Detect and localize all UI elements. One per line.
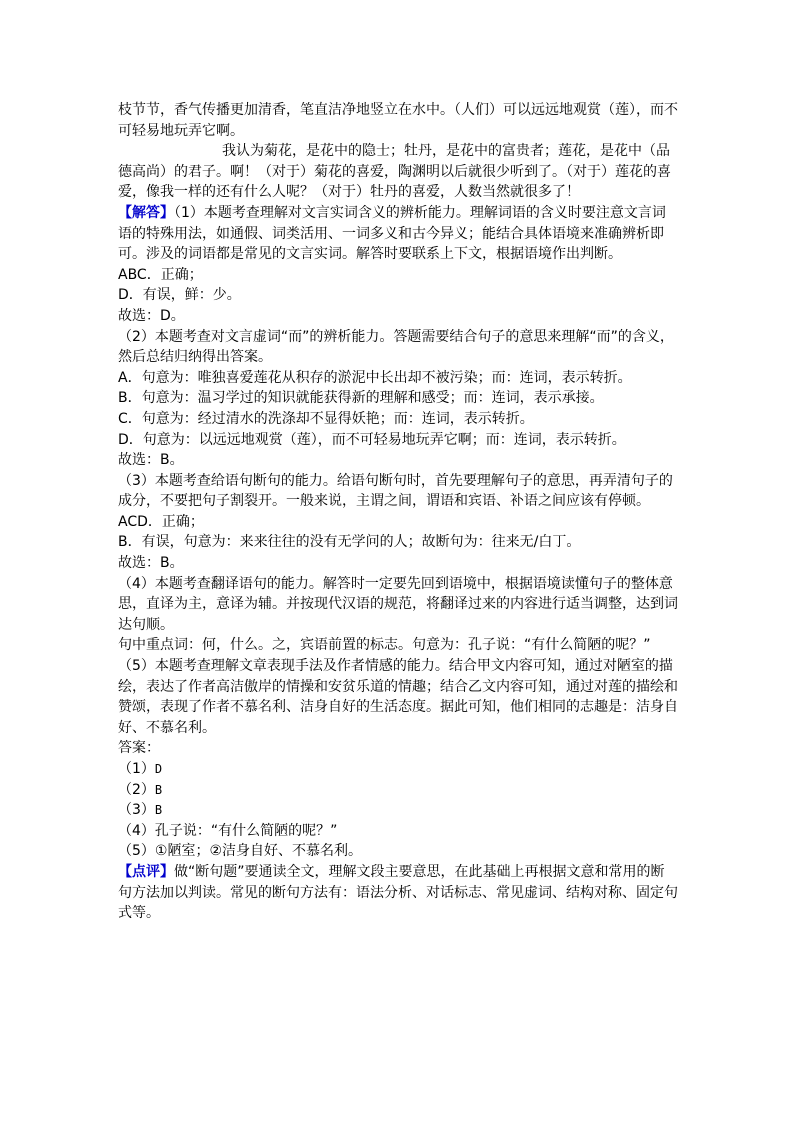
answer-label: 【解答】 — [118, 204, 174, 221]
answer-q1-text: （1）本题考查理解对文言实词含义的辨析能力。理解词语的含义时要注意文言词语的特殊用法，如通假、词类活用、一词多义和古今异义；能结合具体语境来准确辨析即可。涉及的词语都是常见的文言实词。解答时要联系上下文，根据语境作出判断。 — [118, 204, 666, 263]
answer-q1-intro — [118, 203, 678, 265]
answer-q2-option-d: D．句意为：以远远地观赏（莲），而不可轻易地玩弄它啊；而：连词，表示转折。 — [118, 431, 626, 448]
final-answer-4: （4）孔子说：“有什么简陋的呢？” — [118, 822, 338, 839]
document-page — [118, 100, 678, 924]
comment-label: 【点评】 — [118, 863, 174, 880]
final-answer-5: （5）①陋室；②洁身自好、不慕名利。 — [118, 843, 363, 860]
answer-q3-choice: 故选：B。 — [118, 555, 184, 572]
translation-paragraph-2: 我认为菊花，是花中的隐士；牡丹，是花中的富贵者；莲花，是花中（品德高尚）的君子。啊！（对于）菊花的喜爱，陶渊明以后就很少听到了。（对于）莲花的喜爱，像我一样的还有什么人呢？（对于）牡丹的喜爱，人数当然就很多了！ — [118, 143, 671, 201]
comment-text: 做“断句题”要通读全文，理解文段主要意思，在此基础上再根据文意和常用的断句方法加以判读。常见的断句方法有：语法分析、对话标志、常见虚词、结构对称、固定句式等。 — [118, 863, 678, 922]
answer-q5-intro: （5）本题考查理解文章表现手法及作者情感的能力。结合甲文内容可知，通过对陋室的描绘，表达了作者高洁傲岸的情操和安贫乐道的情趣；结合乙文内容可知，通过对莲的描绘和赞颂，表现了作者不慕名利、洁身自好的生活态度。据此可知，他们相同的志趣是：洁身自好、不慕名利。 — [118, 658, 678, 736]
final-answer-2 — [118, 780, 678, 801]
final-answer-2-value: B — [154, 782, 163, 797]
translation-paragraph-1: 枝节节，香气传播更加清香，笔直洁净地竖立在水中。（人们）可以远远地观赏（莲），而不可轻易地玩弄它啊。 — [118, 102, 678, 139]
final-answer-1 — [118, 759, 678, 780]
answer-q2-choice: 故选：B。 — [118, 452, 184, 469]
answer-q2-intro: （2）本题考查对文言虚词“而”的辨析能力。答题需要结合句子的意思来理解“而”的含义，然后总结归纳得出答案。 — [118, 328, 674, 366]
answer-q1-abc: ABC．正确； — [118, 266, 203, 283]
answer-q4-key: 句中重点词：何，什么。之，宾语前置的标志。句意为：孔子说：“有什么简陋的呢？” — [118, 637, 651, 654]
answer-q3-b: B．有误，句意为：来来往往的没有无学问的人；故断句为：往来无/白丁。 — [118, 534, 581, 551]
answer-q1-choice: 故选：D。 — [118, 307, 185, 324]
answer-q2-option-b: B．句意为：温习学过的知识就能获得新的理解和感受；而：连词，表示承接。 — [118, 390, 604, 407]
answer-q2-option-a: A．句意为：唯独喜爱莲花从积存的淤泥中长出却不被污染；而：连词，表示转折。 — [118, 369, 632, 386]
final-answer-3-num: （3） — [118, 802, 155, 819]
final-answer-3 — [118, 800, 678, 821]
answer-q3-intro: （3）本题考查给语句断句的能力。给语句断句时，首先要理解句子的意思，再弄清句子的成分，不要把句子割裂开。一般来说，主谓之间，谓语和宾语、补语之间应该有停顿。 — [118, 472, 673, 510]
final-answer-2-num: （2） — [118, 781, 155, 798]
comment-paragraph — [118, 862, 678, 924]
answer-q1-d: D．有误，鲜：少。 — [118, 287, 241, 304]
final-answer-1-value: D — [154, 762, 163, 776]
final-answer-1-num: （1） — [118, 761, 155, 777]
final-answers-heading: 答案： — [118, 740, 160, 757]
answer-q2-option-c: C．句意为：经过清水的洗涤却不显得妖艳；而：连词，表示转折。 — [118, 410, 534, 427]
answer-q3-acd: ACD．正确； — [118, 513, 204, 530]
final-answer-3-value: B — [154, 803, 163, 818]
answer-q4-intro: （4）本题考查翻译语句的能力。解答时一定要先回到语境中，根据语境读懂句子的整体意思，直译为主，意译为辅。并按现代汉语的规范，将翻译过来的内容进行适当调整，达到词达句顺。 — [118, 575, 678, 633]
